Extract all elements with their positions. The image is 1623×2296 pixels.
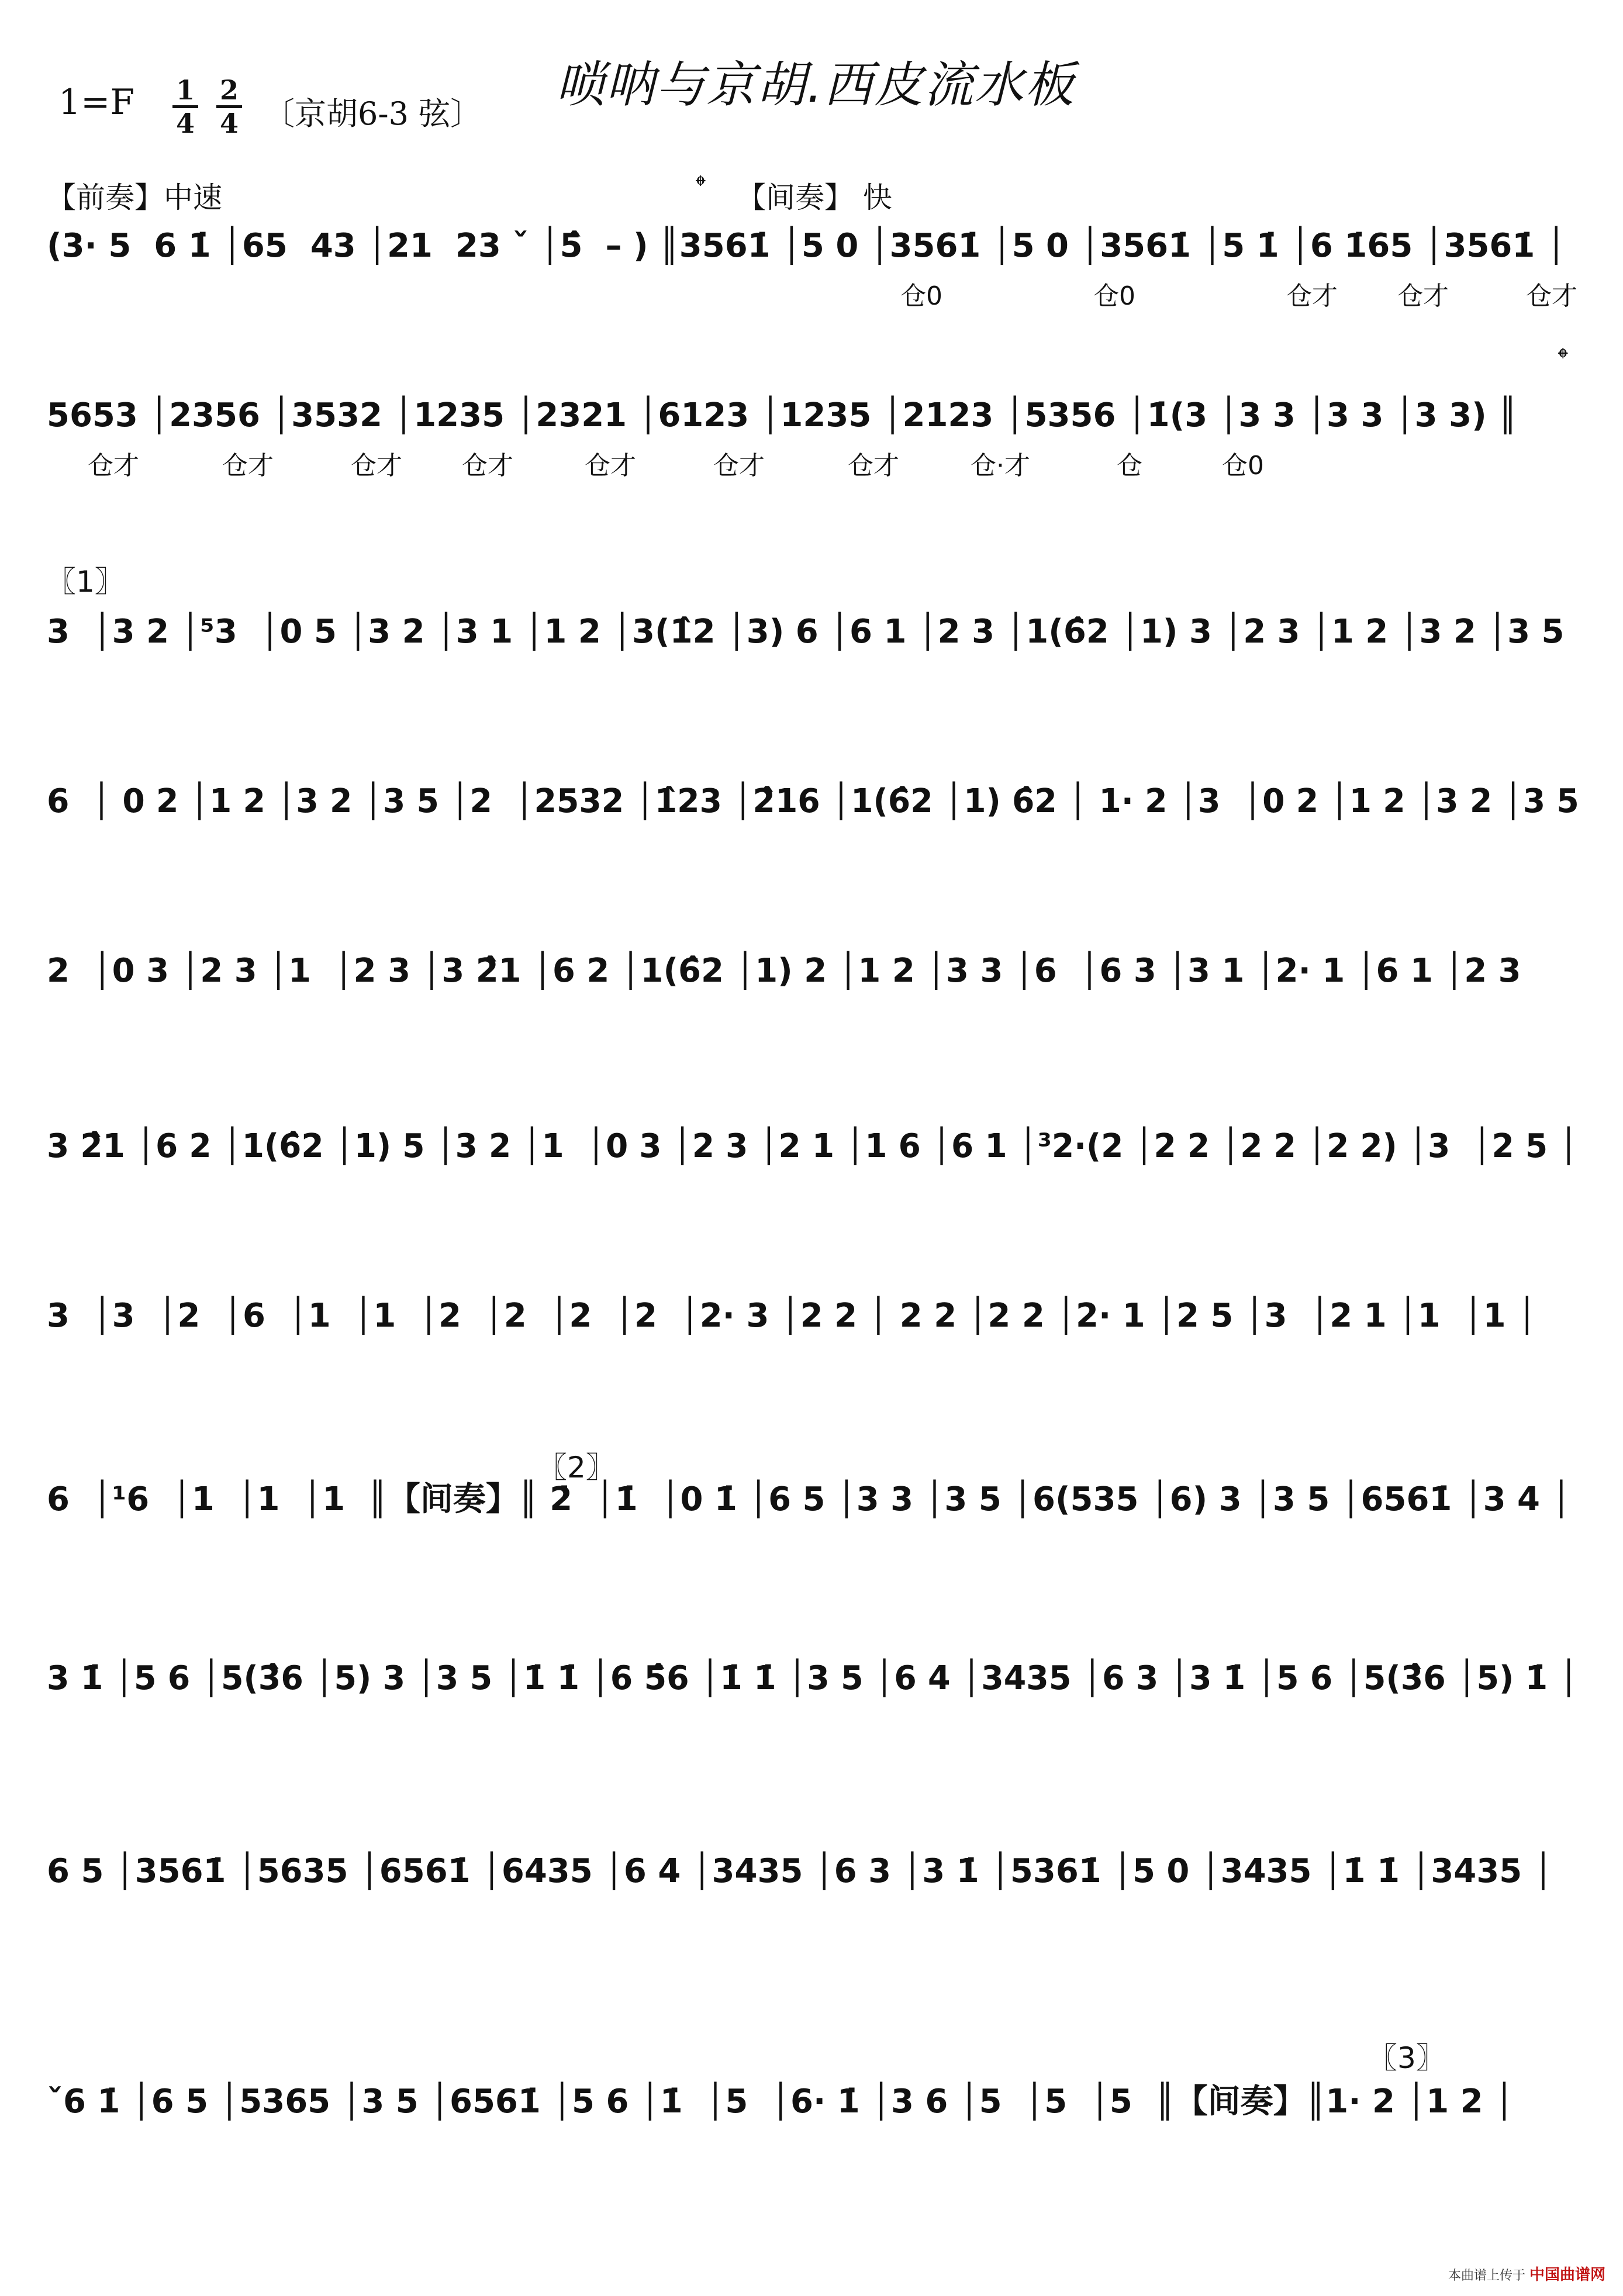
notation-system	[47, 602, 1590, 678]
notation-text: ˇ6 1̇ │6 5 │5365 │3 5 │6561̇ │5 6 │1̇ │5 │6· 1̇ │3 6 │5 │5 │5 ║【间奏】║1· 2 │1 2 │	[47, 2083, 1514, 2121]
notation-text: (3· 5 6 1̇ │65 43 │21 23 ˇ │5̂ – ) ║3561̇ │5 0 │3561̇ │5 0 │3561̇ │5 1̇ │6 1̇65 │3561̇ │	[47, 226, 1566, 265]
notation-line	[47, 1649, 1590, 1707]
notation-system	[47, 2070, 1590, 2146]
percussion-syllable: 仓才	[88, 451, 139, 481]
notation-text: 6 │¹6 │1 │1 │1 ║【间奏】║ 2̇ │1̇ │0 1̇ │6 5 │3 3 │3 5 │6(535 │6) 3 │3 5 │6561̇ │3 4 │	[47, 1480, 1572, 1518]
notation-system	[47, 1468, 1590, 1544]
percussion-syllable: 仓才	[351, 451, 402, 481]
tuning-note: 〔京胡6-3 弦〕	[263, 95, 482, 132]
notation-system	[47, 1649, 1590, 1725]
footer-upload-text: 本曲谱上传于	[1448, 2269, 1525, 2283]
footer	[1448, 2263, 1605, 2284]
percussion-line	[47, 275, 1590, 310]
coda-sign-icon: 𝄌	[696, 170, 706, 202]
notation-line	[47, 1286, 1590, 1345]
key-signature: 1=F	[58, 82, 135, 123]
notation-text: 3 │3 2 │⁵3 │0 5 │3 2 │3 1 │1 2 │3(1̂2 │3) 6 │6 1 │2 3 │1(6̂2 │1) 3 │2 3 │1 2 │3 2 │3 5	[47, 612, 1565, 651]
notation-text: 3 1̇ │5 6 │5(3̂6 │5) 3 │3 5 │1̇ 1̇ │6 5̂6 │1̇ 1̇ │3 5 │6 4 │3435 │6 3 │3 1̇ │5 6 │5(3̂6 │5) 1̇ │	[47, 1659, 1579, 1697]
notation-text: 3 2̂1 │6 2 │1(6̂2 │1) 5 │3 2 │1 │0 3 │2 3 │2 1 │1 6 │6 1 │³2·(2 │2 2 │2 2 │2 2) │3 │2 5 │	[47, 1127, 1579, 1165]
notation-text: 6 │ 0 2 │1 2 │3 2 │3 5 │2 │2532 │1̂23 │2̂16 │1(6̂2 │1) 6̂2 │ 1· 2 │3 │0 2 │1 2 │3 2 │3 5	[47, 782, 1579, 820]
time-signature-1-den: 4	[175, 108, 195, 139]
percussion-syllable: 仓才	[848, 451, 899, 481]
section-1-marker: 〖1〗	[47, 565, 124, 599]
coda-sign-icon: 𝄌	[1558, 342, 1568, 375]
notation-text: 2 │0 3 │2 3 │1 │2 3 │3 2̂1 │6 2 │1(6̂2 │1) 2 │1 2 │3 3 │6 │6 3 │3 1 │2· 1 │6 1 │2 3	[47, 951, 1521, 990]
time-signature-2	[216, 76, 242, 137]
time-signature-1-num: 1	[175, 74, 195, 106]
notation-line	[47, 386, 1590, 444]
percussion-syllable: 仓才	[462, 451, 513, 481]
percussion-syllable: 仓·才	[971, 451, 1030, 481]
notation-line	[47, 1468, 1590, 1526]
notation-line	[47, 772, 1590, 830]
percussion-syllable: 仓才	[1526, 281, 1577, 311]
notation-text: 6 5 │3561̇ │5635 │6561̇ │6435 │6 4 │3435 │6 3 │3 1̇ │5361̇ │5 0 │3435 │1̇ 1̇ │3435 │	[47, 1852, 1553, 1890]
notation-system	[47, 386, 1590, 481]
percussion-syllable: 仓0	[1093, 281, 1135, 311]
notation-text: 3 │3 │2 │6 │1 │1 │2 │2 │2 │2 │2· 3 │2 2 │ 2 2 │2 2 │2· 1 │2 5 │3 │2 1 │1 │1 │	[47, 1296, 1537, 1335]
notation-line	[47, 1842, 1590, 1900]
percussion-syllable: 仓才	[713, 451, 765, 481]
section-2-marker: 〖2〗	[538, 1451, 615, 1484]
notation-line	[47, 941, 1590, 1000]
percussion-line	[47, 444, 1590, 479]
notation-system	[47, 1842, 1590, 1918]
percussion-syllable: 仓才	[222, 451, 274, 481]
notation-line	[47, 1117, 1590, 1175]
notation-line	[47, 602, 1590, 661]
site-logo: 中国曲谱网	[1529, 2266, 1605, 2284]
notation-system	[47, 772, 1590, 848]
time-signature-2-den: 4	[219, 108, 239, 139]
percussion-syllable: 仓	[1117, 451, 1142, 481]
notation-system	[47, 941, 1590, 1017]
notation-line	[47, 216, 1590, 275]
percussion-syllable: 仓0	[1222, 451, 1264, 481]
score-title: 唢呐与京胡.西皮流水板	[555, 56, 1075, 113]
percussion-syllable: 仓才	[585, 451, 636, 481]
notation-system	[47, 1117, 1590, 1193]
percussion-syllable: 仓才	[1397, 281, 1449, 311]
notation-system	[47, 216, 1590, 311]
prelude-label: 【前奏】中速	[47, 181, 222, 215]
section-3-marker: 〖3〗	[1368, 2041, 1445, 2075]
interlude-label: 【间奏】 快	[737, 181, 892, 215]
percussion-syllable: 仓0	[900, 281, 942, 311]
notation-text: 5653 │2356 │3532 │1235 │2321 │6123 │1235 │2123 │5356 │1̇(3 │3 3 │3 3 │3 3) ║	[47, 396, 1518, 434]
time-signature-2-num: 2	[219, 74, 239, 106]
time-signature-1	[172, 76, 198, 137]
notation-system	[47, 1286, 1590, 1362]
notation-line	[47, 2070, 1590, 2128]
percussion-syllable: 仓才	[1286, 281, 1338, 311]
